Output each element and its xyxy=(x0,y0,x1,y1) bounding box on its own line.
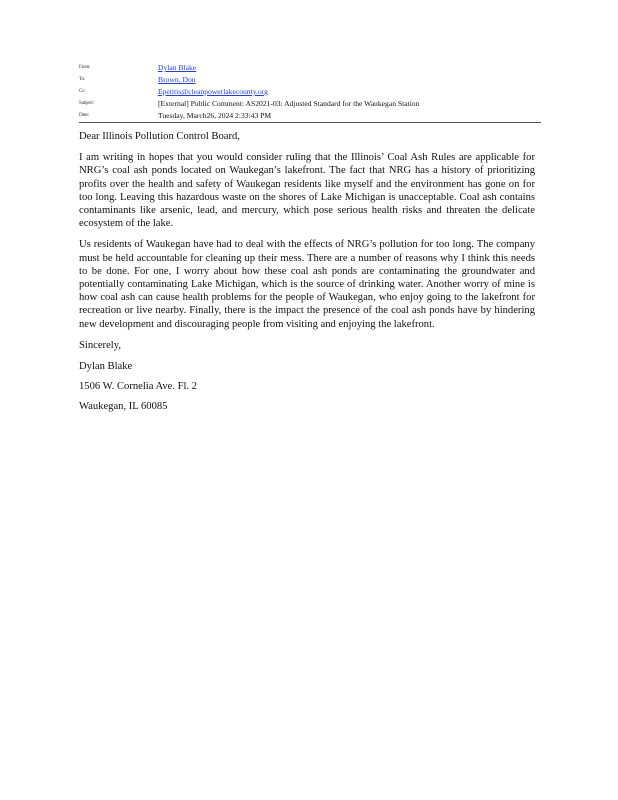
cc-label: Cc: xyxy=(79,89,86,94)
signature-address: 1506 W. Cornelia Ave. Fl. 2 xyxy=(79,381,198,393)
subject-row xyxy=(79,98,541,110)
from-row xyxy=(79,62,541,74)
cc-row xyxy=(79,86,541,98)
cc-recipient-link[interactable]: Epetitis@cleanpowerlakecounty.org xyxy=(158,87,268,96)
signature-city: Waukegan, IL 60085 xyxy=(79,401,168,413)
to-recipient-link[interactable]: Brown, Don xyxy=(158,75,196,84)
closing: Sincerely, xyxy=(79,339,121,351)
salutation: Dear Illinois Pollution Control Board, xyxy=(79,131,240,142)
subject-label: Subject: xyxy=(79,101,94,106)
from-label: From: xyxy=(79,65,91,70)
subject-text: [External] Public Comment: AS2021-03: Adjusted Standard for the Waukegan Station xyxy=(158,99,420,108)
email-body xyxy=(79,130,535,421)
body-paragraph-1: I am writing in hopes that you would consider ruling that the Illinois’ Coal Ash Rules are applicable for NRG’s coal ash ponds located on Waukegan’s lakefront. The fact that NRG has a history of prioritizing profits over the health and safety of Waukegan residents like myself and the environment has gone on for too long. Leaving this hazardous waste on the shores of Lake Michigan is unacceptable. Coal ash contains contaminants like arsenic, lead, and mercury, which pose serious health risks and threaten the delicate ecosystem of the lake. xyxy=(79,152,535,230)
to-row xyxy=(79,74,541,86)
signature-name: Dylan Blake xyxy=(79,361,133,373)
header-divider xyxy=(79,122,541,123)
date-label: Date: xyxy=(79,113,89,118)
body-paragraph-2: Us residents of Waukegan have had to deal with the effects of NRG’s pollution for too long. The company must be held accountable for cleaning up their mess. There are a number of reasons why I think this needs to be done. For one, I worry about how these coal ash ponds are contaminating the groundwater and potentially contaminating Lake Michigan, which is the source of drinking water. Another worry of mine is how coal ash can cause health problems for the people of Waukegan, who enjoy going to the lakefront for recreation or live nearby. Finally, there is the impact the presence of the coal ash ponds have by hindering new development and discouraging people from visiting and enjoying the lakefront. xyxy=(79,239,535,330)
from-sender-link[interactable]: Dylan Blake xyxy=(158,63,197,72)
email-header xyxy=(79,62,541,122)
date-row xyxy=(79,110,541,122)
to-label: To: xyxy=(79,77,85,82)
date-text: Tuesday, March26, 2024 2:33:43 PM xyxy=(158,111,272,120)
